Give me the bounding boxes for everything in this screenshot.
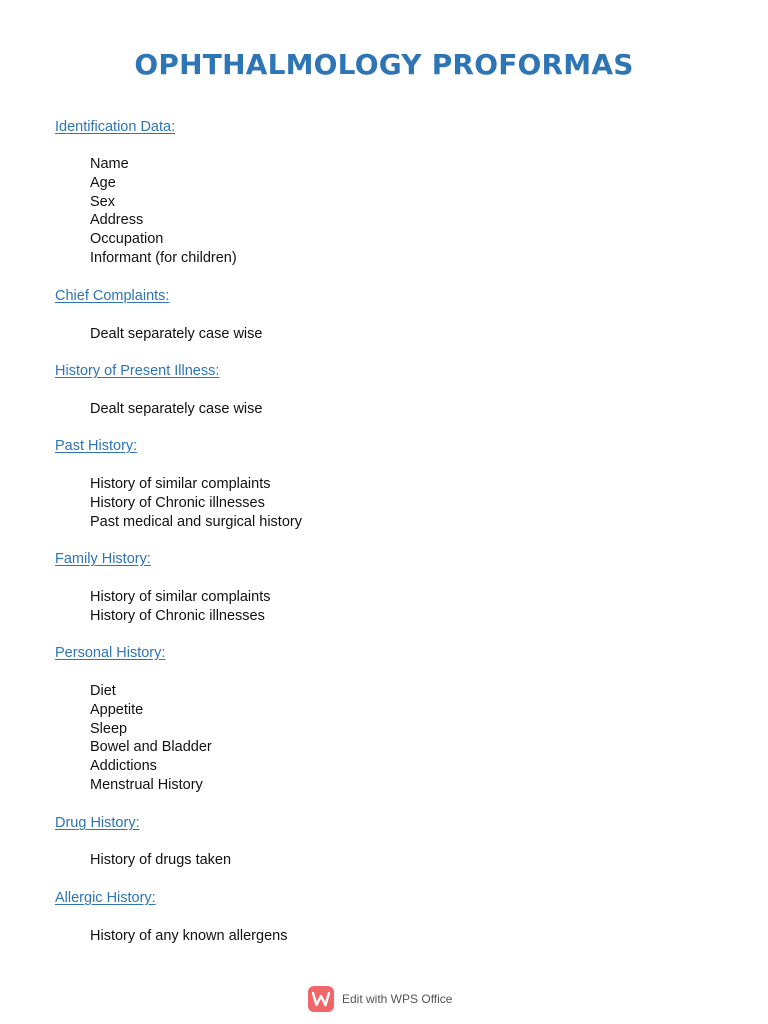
section-heading-chief-complaints: Chief Complaints: — [55, 288, 170, 304]
document-title: OPHTHALMOLOGY PROFORMAS — [134, 48, 634, 81]
section-heading-history-of-present-illness: History of Present Illness: — [55, 363, 220, 379]
list-item: History of Chronic illnesses — [90, 494, 265, 511]
list-item: Sleep — [90, 720, 128, 737]
section-heading-past-history: Past History: — [55, 438, 138, 454]
list-item: Diet — [90, 683, 116, 699]
section-list-past-history — [90, 475, 302, 531]
section-list-history-of-present-illness — [90, 400, 262, 419]
list-item: Address — [90, 212, 144, 229]
list-item: Past medical and surgical history — [90, 513, 302, 530]
section-heading-identification-data: Identification Data: — [55, 119, 176, 135]
section-heading-personal-history: Personal History: — [55, 645, 166, 661]
list-item: Menstrual History — [90, 776, 203, 793]
list-item: History of Chronic illnesses — [90, 607, 265, 624]
section-list-chief-complaints — [90, 325, 262, 344]
list-item: Age — [90, 174, 116, 191]
list-item: Appetite — [90, 701, 144, 718]
section-list-drug-history — [90, 851, 231, 870]
list-item: Dealt separately case wise — [90, 401, 263, 417]
list-item: History of similar complaints — [90, 589, 271, 605]
section-heading-family-history: Family History: — [55, 551, 151, 567]
section-heading-drug-history: Drug History: — [55, 815, 140, 831]
list-item: Addictions — [90, 758, 157, 775]
list-item: History of similar complaints — [90, 476, 271, 492]
section-list-identification-data — [90, 155, 237, 268]
list-item: Informant (for children) — [90, 249, 237, 266]
wps-edit-label: Edit with WPS Office — [342, 992, 453, 1006]
list-item: Occupation — [90, 231, 164, 248]
list-item: History of drugs taken — [90, 852, 232, 868]
list-item: Name — [90, 156, 129, 172]
list-item: Sex — [90, 193, 115, 210]
section-list-allergic-history — [90, 927, 287, 946]
section-list-family-history — [90, 588, 271, 626]
section-heading-allergic-history: Allergic History: — [55, 890, 156, 906]
section-list-personal-history — [90, 682, 212, 795]
list-item: Bowel and Bladder — [90, 739, 212, 756]
wps-logo-icon — [308, 986, 334, 1012]
list-item: Dealt separately case wise — [90, 326, 263, 342]
wps-edit-badge[interactable] — [308, 985, 452, 1013]
list-item: History of any known allergens — [90, 928, 288, 944]
